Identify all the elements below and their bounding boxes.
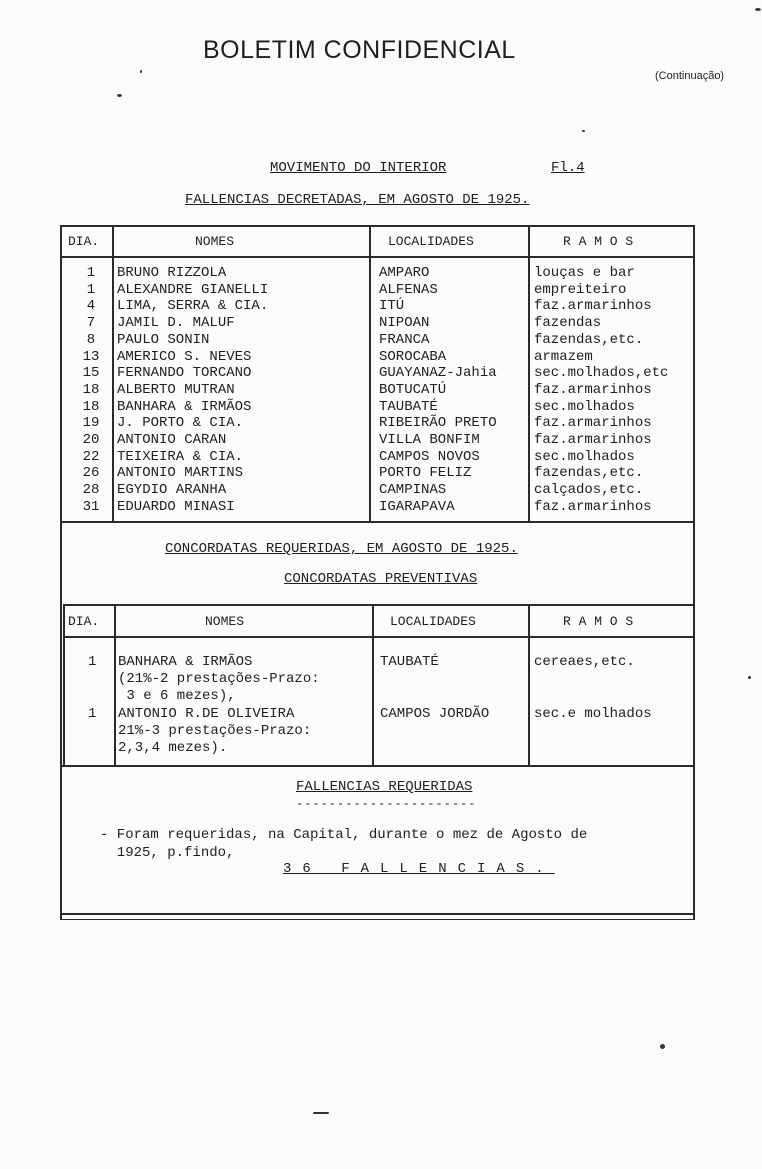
table-row (0, 399, 762, 416)
cell-nome: EDUARDO MINASI (117, 498, 235, 515)
cell-ramo: faz.armarinhos (534, 381, 652, 398)
cell-nome: BANHARA & IRMÃOS (117, 398, 252, 415)
cell-ramo: fazendas,etc. (534, 465, 644, 482)
cell-dia: 4 (86, 298, 96, 315)
col-header-dia: DIA. (68, 614, 100, 629)
cell-dia: 18 (82, 381, 100, 398)
scan-speck (140, 70, 142, 73)
cell-localidade: CAMPOS NOVOS (379, 448, 480, 465)
table-row (0, 298, 762, 315)
table-row (0, 365, 762, 382)
cell-dia: 15 (82, 365, 100, 382)
cell-localidade: PORTO FELIZ (379, 465, 472, 482)
scan-speck (755, 8, 761, 11)
table-row (0, 449, 762, 466)
cell-dia: 19 (82, 415, 100, 432)
section-title: MOVIMENTO DO INTERIOR (270, 160, 447, 176)
cell-ramo: sec.molhados (534, 398, 635, 415)
cell-localidade: ITÚ (379, 298, 405, 315)
cell-localidade: TAUBATÉ (380, 654, 439, 670)
scan-speck (117, 94, 122, 97)
fallencias-requeridas-title: FALLENCIAS REQUERIDAS (296, 779, 473, 795)
cell-nome: ALBERTO MUTRAN (117, 381, 235, 398)
cell-localidade: IGARAPAVA (379, 498, 455, 515)
cell-nome: ANTONIO CARAN (117, 432, 227, 448)
cell-dia: 18 (82, 398, 100, 415)
fallencias-count: 36 FALLENCIAS. (283, 861, 555, 877)
scan-speck (582, 130, 585, 132)
table2-header-line (63, 636, 694, 638)
cell-nome: AMERICO S. NEVES (117, 348, 252, 365)
cell-localidade: RIBEIRÃO PRETO (379, 415, 497, 432)
cell-ramo: sec.e molhados (534, 706, 652, 722)
table-row (0, 415, 762, 432)
cell-nome: J. PORTO & CIA. (117, 415, 244, 432)
cell-ramo: calçados,etc. (534, 482, 644, 499)
table-row (0, 482, 762, 499)
scan-speck (748, 676, 751, 679)
cell-localidade: ALFENAS (379, 281, 438, 298)
table2-top-line (63, 604, 694, 606)
bottom-rule (62, 919, 694, 920)
cell-dia: 20 (82, 432, 100, 448)
cell-nome-detail: 21%-3 prestações-Prazo: (118, 723, 312, 739)
cell-nome: BRUNO RIZZOLA (117, 265, 227, 281)
page-number: Fl.4 (551, 160, 585, 176)
cell-dia: 1 (88, 654, 97, 670)
cell-localidade: CAMPINAS (379, 482, 447, 499)
cell-dia: 31 (82, 498, 100, 515)
fallencias-requeridas-text: - Foram requeridas, na Capital, durante o mez de Agosto de 1925, p.findo, (100, 827, 588, 861)
col-header-localidades: LOCALIDADES (390, 614, 476, 629)
cell-nome: ALEXANDRE GIANELLI (117, 281, 269, 298)
cell-localidade: GUAYANAZ-Jahia (379, 365, 497, 382)
cell-ramo: faz.armarinhos (534, 298, 652, 315)
cell-ramo: sec.molhados,etc (534, 365, 669, 382)
table-row (0, 382, 762, 399)
cell-ramo: cereaes,etc. (534, 654, 635, 670)
col-header-ramos: R A M O S (563, 614, 634, 629)
table-row (0, 432, 762, 449)
cell-dia: 7 (86, 315, 96, 332)
cell-nome-detail: 2,3,4 mezes). (118, 740, 228, 756)
cell-nome: TEIXEIRA & CIA. (117, 448, 244, 465)
table-row (0, 349, 762, 366)
document-title: BOLETIM CONFIDENCIAL (203, 36, 516, 64)
cell-nome: ANTONIO R.DE OLIVEIRA (118, 706, 295, 722)
table2-bottom-line (60, 765, 694, 767)
table2-col-divider (372, 604, 374, 766)
cell-localidade: CAMPOS JORDÃO (380, 706, 490, 722)
cell-nome: LIMA, SERRA & CIA. (117, 298, 269, 315)
table1-bottom-line (60, 521, 694, 523)
cell-nome-detail: (21%-2 prestações-Prazo: (118, 671, 320, 687)
concordatas-preventivas-title: CONCORDATAS PREVENTIVAS (284, 571, 478, 587)
cell-dia: 1 (86, 281, 96, 298)
cell-ramo: faz.armarinhos (534, 498, 652, 515)
cell-ramo: faz.armarinhos (534, 415, 652, 432)
cell-nome-detail: 3 e 6 mezes), (118, 688, 236, 704)
col-header-localidades: LOCALIDADES (388, 234, 474, 249)
cell-localidade: AMPARO (379, 265, 430, 281)
col-header-nomes: NOMES (195, 234, 235, 249)
cell-nome: JAMIL D. MALUF (117, 315, 235, 332)
table-row (0, 282, 762, 299)
dashed-underline: ---------------------- (296, 797, 477, 811)
scan-speck (313, 1112, 329, 1114)
col-header-nomes: NOMES (205, 614, 245, 629)
concordatas-requeridas-title: CONCORDATAS REQUERIDAS, EM AGOSTO DE 1925. (165, 541, 518, 557)
cell-nome: PAULO SONIN (117, 331, 210, 348)
table2-left-line (63, 604, 65, 766)
cell-localidade: SOROCABA (379, 348, 447, 365)
table2-col-divider (528, 604, 530, 766)
cell-ramo: fazendas (534, 315, 602, 332)
cell-dia: 26 (82, 465, 100, 482)
cell-nome: BANHARA & IRMÃOS (118, 654, 253, 670)
cell-ramo: louças e bar (534, 265, 635, 281)
table2-col-divider (114, 604, 116, 766)
cell-dia: 1 (88, 706, 97, 722)
table-row (0, 332, 762, 349)
cell-nome: ANTONIO MARTINS (117, 465, 244, 482)
cell-ramo: armazem (534, 348, 593, 365)
cell-localidade: NIPOAN (379, 315, 430, 332)
cell-localidade: BOTUCATÚ (379, 381, 447, 398)
table-row (0, 315, 762, 332)
cell-nome: EGYDIO ARANHA (117, 482, 227, 499)
col-header-dia: DIA. (68, 234, 100, 249)
cell-localidade: FRANCA (379, 331, 430, 348)
cell-ramo: faz.armarinhos (534, 432, 652, 448)
cell-dia: 1 (86, 265, 96, 281)
table1-header-line (60, 256, 694, 258)
table-row (0, 499, 762, 516)
bottom-rule (62, 913, 694, 915)
cell-nome: FERNANDO TORCANO (117, 365, 252, 382)
continuation-label: (Continuação) (655, 70, 725, 82)
cell-ramo: fazendas,etc. (534, 331, 644, 348)
fallencias-title: FALLENCIAS DECRETADAS, EM AGOSTO DE 1925. (185, 192, 530, 208)
scan-speck (660, 1044, 665, 1049)
cell-ramo: empreiteiro (534, 281, 627, 298)
cell-localidade: TAUBATÉ (379, 398, 438, 415)
table-row (0, 465, 762, 482)
table1-top-line (60, 225, 694, 227)
col-header-ramos: R A M O S (563, 234, 634, 249)
table-row (0, 265, 762, 282)
cell-dia: 8 (86, 331, 96, 348)
cell-dia: 28 (82, 482, 100, 499)
cell-dia: 22 (82, 448, 100, 465)
cell-dia: 13 (82, 348, 100, 365)
cell-localidade: VILLA BONFIM (379, 432, 480, 448)
cell-ramo: sec.molhados (534, 448, 635, 465)
